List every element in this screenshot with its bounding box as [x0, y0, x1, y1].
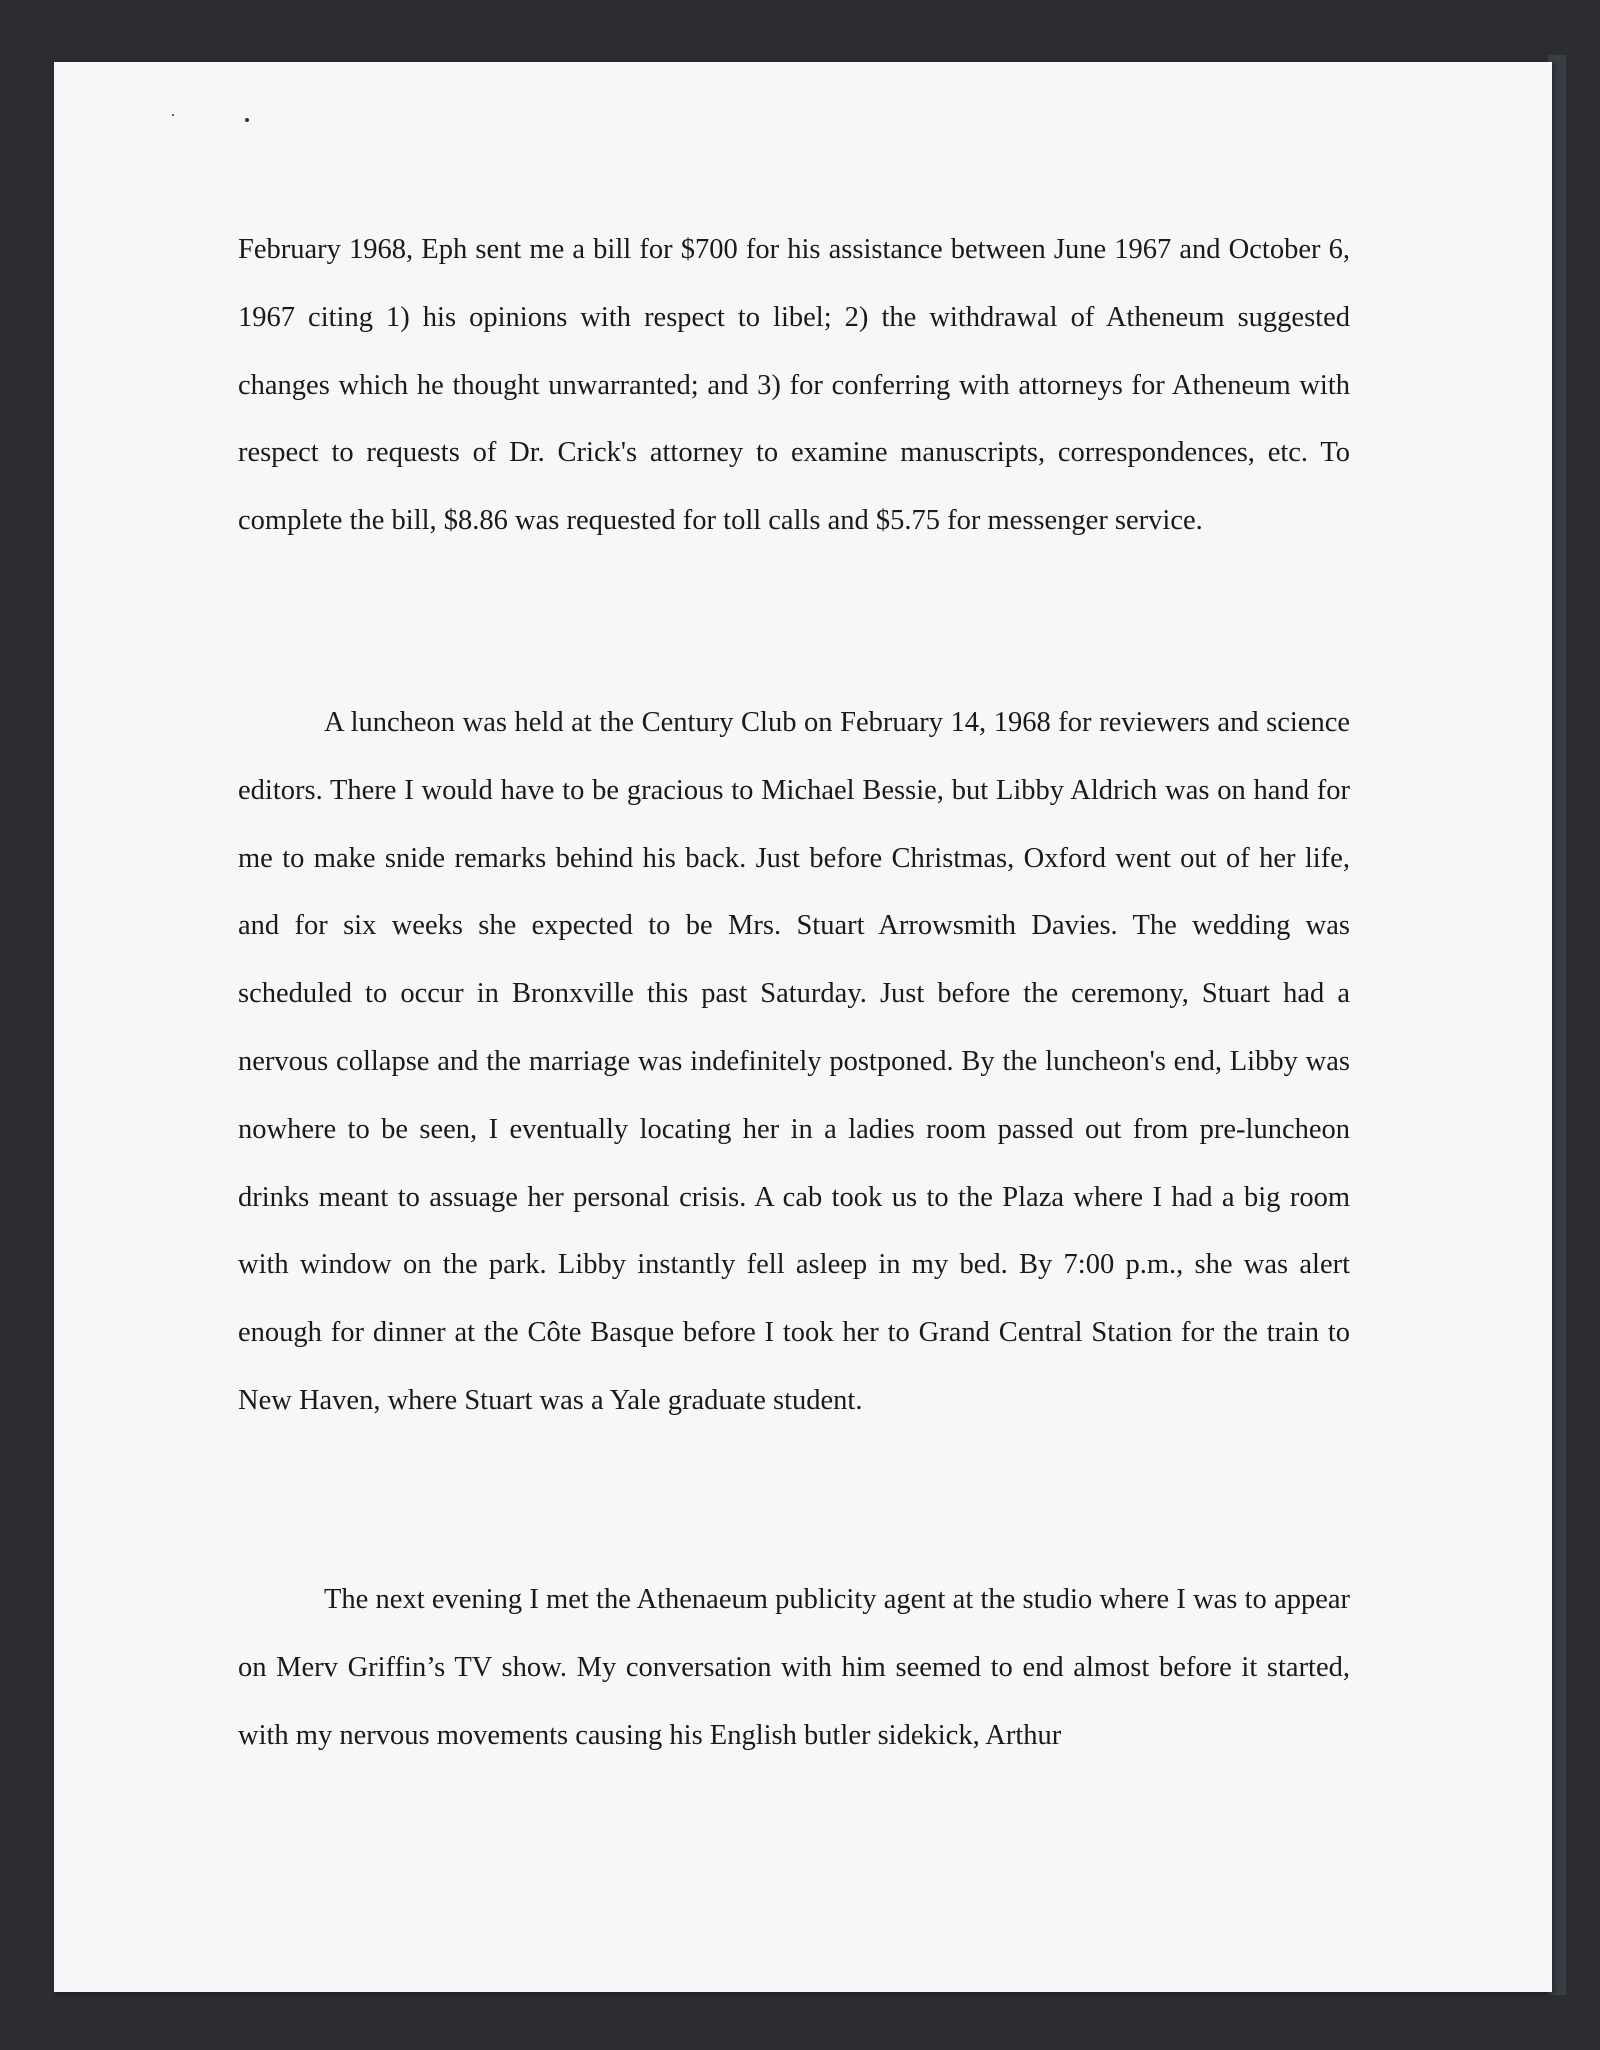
- paragraph-bill: February 1968, Eph sent me a bill for $700 for his assistance between June 1967 and October 6, 1967 citing 1) his opinions with respect to libel; 2) the withdrawal of Atheneum suggested changes which he thought unwarranted; and 3) for conferring with attorneys for Atheneum with respect to requests of Dr. Crick's attorney to examine manuscripts, correspondences, etc. To complete the bill, $8.86 was requested for toll calls and $5.75 for messenger service.: [238, 234, 1350, 537]
- paper-speck: [245, 118, 249, 122]
- paragraph-merv-griffin: The next evening I met the Athenaeum publicity agent at the studio where I was to appear on Merv Griffin’s TV show. My conversation with him seemed to end almost before it started, with my nervous movements causing his English butler sidekick, Arthur: [238, 1584, 1350, 1751]
- paragraph-luncheon: A luncheon was held at the Century Club on February 14, 1968 for reviewers and science editors. There I would have to be gracious to Michael Bessie, but Libby Aldrich was on hand for me to make snide remarks behind his back. Just before Christmas, Oxford went out of her life, and for six weeks she expected to be Mrs. Stuart Arrowsmith Davies. The wedding was scheduled to occur in Bronxville this past Saturday. Just before the ceremony, Stuart had a nervous collapse and the marriage was indefinitely postponed. By the luncheon's end, Libby was nowhere to be seen, I eventually locating her in a ladies room passed out from pre-luncheon drinks meant to assuage her personal crisis. A cab took us to the Plaza where I had a big room with window on the park. Libby instantly fell asleep in my bed. By 7:00 p.m., she was alert enough for dinner at the Côte Basque before I took her to Grand Central Station for the train to New Haven, where Stuart was a Yale graduate student.: [238, 707, 1350, 1416]
- paper-speck: [172, 114, 174, 116]
